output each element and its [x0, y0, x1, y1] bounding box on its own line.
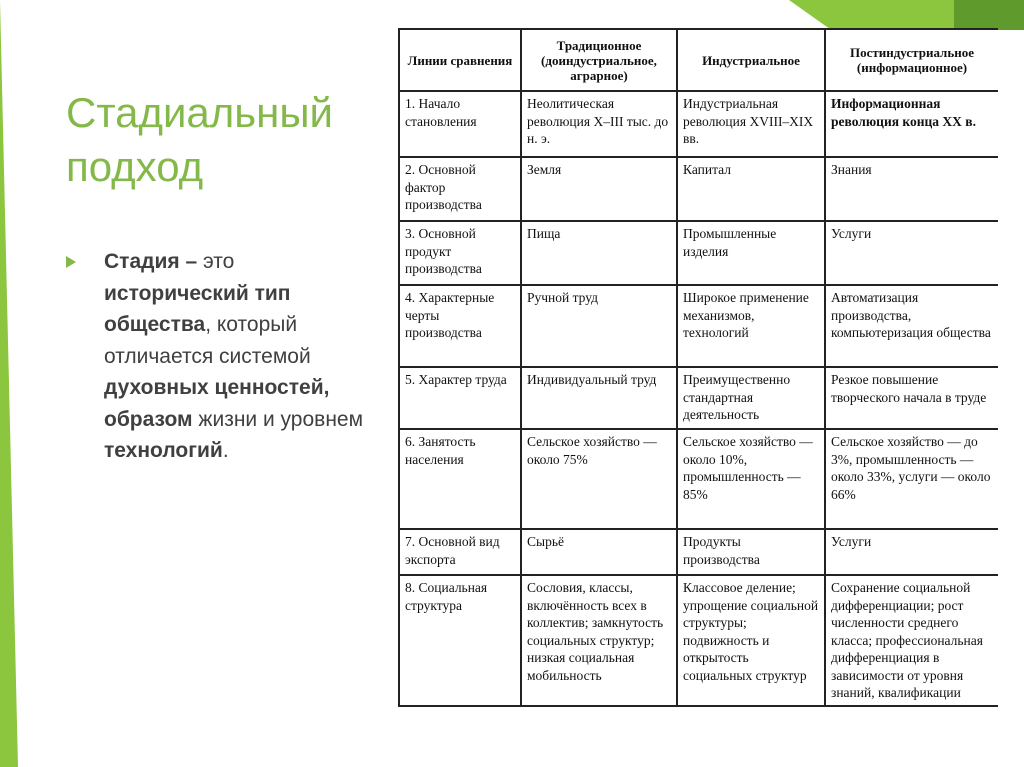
table-row: [399, 285, 998, 367]
text-part-2: , который отличается системой: [104, 313, 311, 368]
table-cell: Продукты производства: [677, 529, 825, 575]
table-cell: Сельское хозяйство — до 3%, промышленность — около 33%, услуги — около 66%: [825, 429, 998, 529]
header-cell: Традиционное (доиндустриальное, аграрное): [521, 29, 677, 91]
row-label: 8. Социальная структура: [399, 575, 521, 706]
slide-title: Стадиальный подход: [66, 89, 334, 190]
comparison-table: [398, 28, 998, 707]
left-accent-stripe: [0, 0, 18, 767]
table-cell: Классовое деление; упрощение социальной структуры; подвижность и открытость социальных структур: [677, 575, 825, 706]
table-cell: Ручной труд: [521, 285, 677, 367]
table-cell: Индивидуальный труд: [521, 367, 677, 429]
table-cell: Земля: [521, 157, 677, 221]
top-accent-band-dark: [954, 0, 1024, 30]
table-cell: Информационная революция конца XX в.: [825, 91, 998, 157]
table-cell: Услуги: [825, 221, 998, 285]
table-cell: Индустриальная революция XVIII–XIX вв.: [677, 91, 825, 157]
table-cell: Промышленные изделия: [677, 221, 825, 285]
table-cell: Преимущественно стандартная деятельность: [677, 367, 825, 429]
table-cell: Сельское хозяйство — около 75%: [521, 429, 677, 529]
bullet-block: [66, 246, 366, 467]
table-row: [399, 367, 998, 429]
row-label: 3. Основной продукт производства: [399, 221, 521, 285]
table-cell: Сырьё: [521, 529, 677, 575]
table-cell: Сословия, классы, включённость всех в коллектив; замкнутость социальных структур; низкая социальная мобильность: [521, 575, 677, 706]
bullet-text: [104, 246, 366, 467]
bold-part-1: исторический тип общества: [104, 281, 291, 336]
row-label: 5. Характер труда: [399, 367, 521, 429]
header-cell: Линии сравнения: [399, 29, 521, 91]
row-label: 7. Основной вид экспорта: [399, 529, 521, 575]
table-cell: Резкое повышение творческого начала в труде: [825, 367, 998, 429]
header-cell: Индустриальное: [677, 29, 825, 91]
bullet-arrow-icon: [66, 256, 76, 268]
table-row: [399, 91, 998, 157]
table-cell: Широкое применение механизмов, технологий: [677, 285, 825, 367]
table-cell: Неолитическая революция X–III тыс. до н. э.: [521, 91, 677, 157]
bold-part-2: духовных ценностей, образом: [104, 376, 330, 431]
table-cell: Знания: [825, 157, 998, 221]
row-label: 2. Основной фактор производства: [399, 157, 521, 221]
header-cell: Постиндустриальное (информационное): [825, 29, 998, 91]
text-part-1: это: [202, 250, 235, 273]
dash: –: [179, 250, 203, 273]
table-cell: Услуги: [825, 529, 998, 575]
table-row: [399, 157, 998, 221]
table-row: [399, 429, 998, 529]
bold-part-3: технологий: [104, 439, 223, 462]
table-header-row: [399, 29, 998, 91]
table-cell: Сельское хозяйство — около 10%, промышленность — 85%: [677, 429, 825, 529]
table-cell: Капитал: [677, 157, 825, 221]
row-label: 6. Занятость населения: [399, 429, 521, 529]
table-cell: Автоматизация производства, компьютеризация общества: [825, 285, 998, 367]
table-row: [399, 221, 998, 285]
table-row: [399, 529, 998, 575]
table-cell: Сохранение социальной дифференциации; рост численности среднего класса; профессиональная дифференциация в зависимости от уровня знаний, квалификации: [825, 575, 998, 706]
text-part-4: .: [222, 439, 229, 462]
row-label: 4. Характерные черты производства: [399, 285, 521, 367]
term: Стадия: [104, 250, 180, 273]
comparison-table-area: [398, 28, 998, 767]
table-row: [399, 575, 998, 706]
text-part-3: жизни и уровнем: [192, 407, 364, 431]
row-label: 1. Начало становления: [399, 91, 521, 157]
table-cell: Пища: [521, 221, 677, 285]
